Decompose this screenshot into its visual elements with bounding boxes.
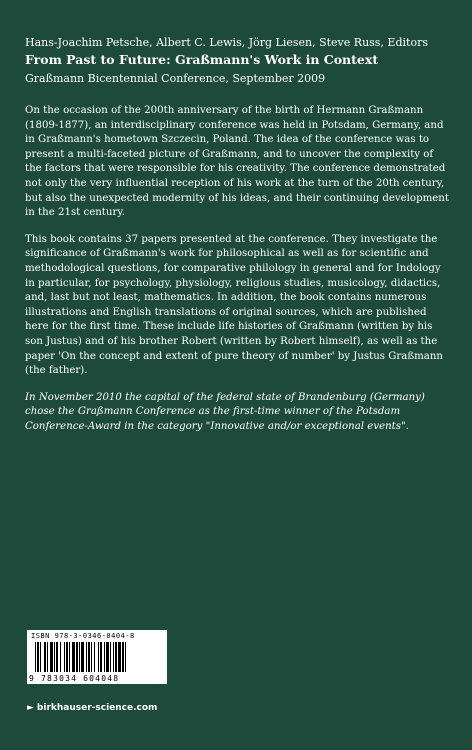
isbn-barcode bbox=[27, 630, 167, 684]
book-subtitle: Graßmann Bicentennial Conference, September 2009 bbox=[25, 72, 326, 85]
isbn-label: ISBN 978-3-0346-0404-8 bbox=[31, 632, 135, 640]
barcode-bars bbox=[35, 642, 161, 672]
publisher-website[interactable] bbox=[27, 703, 157, 713]
back-cover-text bbox=[25, 36, 452, 434]
book-title: From Past to Future: Graßmann's Work in Context bbox=[25, 52, 379, 67]
editors-line: Hans-Joachim Petsche, Albert C. Lewis, Jörg Liesen, Steve Russ, Editors bbox=[25, 36, 428, 49]
award-paragraph: In November 2010 the capital of the federal state of Brandenburg (Germany) chose the Graßmann Conference as the first-time winner of the Potsdam Conference-Award in the category "Innovative and/or exceptional events". bbox=[25, 391, 425, 432]
description-paragraph-2: This book contains 37 papers presented at the conference. They investigate the significance of Graßmann's work for philosophical as well as for scientific and methodological questions, for comparative philology in general and for Indology in particular, for psychology, physiology, religious studies, musicology, didactics, and, last but not least, mathematics. In addition, the book contains numerous illustrations and English translations of original sources, which are published here for the first time. These include life histories of Graßmann (written by his son Justus) and of his brother Robert (written by Robert himself), as well as the paper 'On the concept and extent of pure theory of number' by Justus Graßmann (the father). bbox=[25, 233, 443, 377]
barcode-digits: 9 783034 604048 bbox=[29, 674, 120, 683]
arrow-right-icon: ► bbox=[27, 703, 34, 713]
website-label: birkhauser-science.com bbox=[36, 703, 158, 713]
description-paragraph-1: On the occasion of the 200th anniversary of the birth of Hermann Graßmann (1809-1877), an interdisciplinary conference was held in Potsdam, Germany, and in Graßmann's hometown Szczecin, Poland. The idea of the conference was to present a multi-faceted picture of Graßmann, and to uncover the complexity of the factors that were responsible for his creativity. The conference demonstrated not only the very influential reception of his work at the turn of the 20th century, but also the unexpected modernity of his ideas, and their continuing development in the 21st century. bbox=[25, 105, 449, 219]
